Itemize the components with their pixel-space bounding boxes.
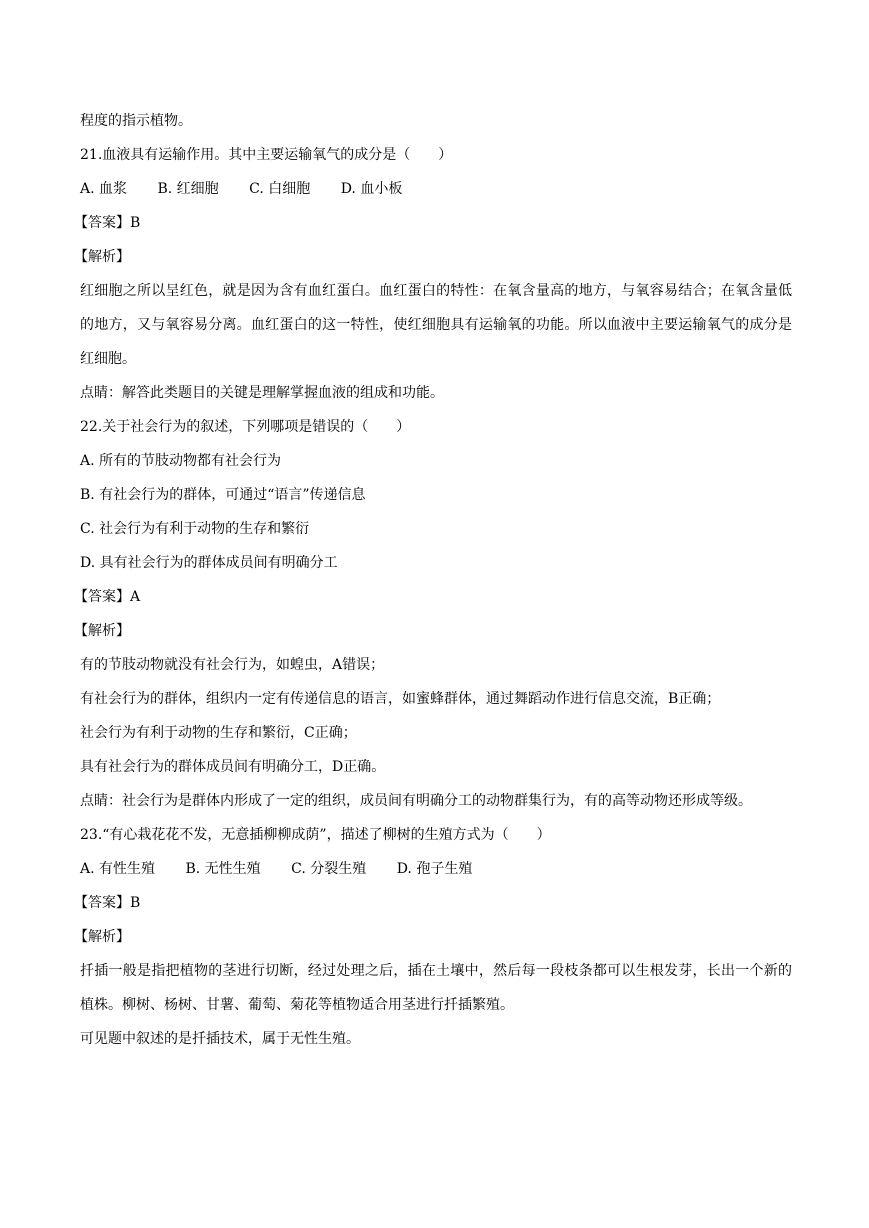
analysis-line: 具有社会行为的群体成员间有明确分工，D正确。 (80, 759, 386, 775)
option-c: C. 白细胞 (249, 181, 311, 197)
option-a: A. 血浆 (80, 181, 128, 197)
analysis-line: 有的节肢动物就没有社会行为，如蝗虫，A错误； (80, 657, 385, 673)
option-d: D. 孢子生殖 (396, 861, 473, 877)
analysis-paragraph: 扦插一般是指把植物的茎进行切断，经过处理之后，插在土壤中，然后每一段枝条都可以生根发芽，长出一个新的植株。柳树、杨树、甘薯、葡萄、菊花等植物适合用茎进行扦插繁殖。 (80, 963, 792, 1013)
question-21-options (80, 178, 792, 200)
question-21-stem: 21.血液具有运输作用。其中主要运输氧气的成分是（ ） (80, 147, 453, 163)
option-d: D. 血小板 (340, 181, 403, 197)
option-d: D. 具有社会行为的群体成员间有明确分工 (80, 555, 338, 571)
analysis-line: 可见题中叙述的是扦插技术，属于无性生殖。 (80, 1031, 360, 1047)
option-b: B. 无性生殖 (185, 861, 261, 877)
tip-paragraph: 点睛：社会行为是群体内形成了一定的组织，成员间有明确分工的动物群集行为，有的高等动物还形成等级。 (80, 793, 752, 809)
answer-label: 【答案】B (74, 895, 141, 911)
analysis-line: 社会行为有利于动物的生存和繁衍，C正确； (80, 725, 357, 741)
analysis-paragraph: 红细胞之所以呈红色，就是因为含有血红蛋白。血红蛋白的特性：在氧含量高的地方，与氧容易结合；在氧含量低的地方，又与氧容易分离。血红蛋白的这一特性，使红细胞具有运输氧的功能。所以血液中主要运输氧气的成分是红细胞。 (80, 283, 792, 367)
answer-label: 【答案】B (74, 215, 141, 231)
analysis-label: 【解析】 (74, 249, 130, 265)
analysis-label: 【解析】 (74, 929, 130, 945)
option-c: C. 分裂生殖 (291, 861, 367, 877)
question-23-stem: 23.“有心栽花花不发，无意插柳柳成荫”，描述了柳树的生殖方式为（ ） (80, 827, 551, 843)
option-c: C. 社会行为有利于动物的生存和繁衍 (80, 521, 310, 537)
analysis-label: 【解析】 (74, 623, 130, 639)
option-a: A. 有性生殖 (80, 861, 156, 877)
question-23-options (80, 858, 792, 880)
analysis-line: 有社会行为的群体，组织内一定有传递信息的语言，如蜜蜂群体，通过舞蹈动作进行信息交流，B正确； (80, 691, 721, 707)
option-b: B. 红细胞 (157, 181, 219, 197)
text-line: 程度的指示植物。 (80, 113, 192, 129)
answer-label: 【答案】A (74, 589, 141, 605)
question-22-stem: 22.关于社会行为的叙述，下列哪项是错误的（ ） (80, 419, 411, 435)
tip-line: 点睛：解答此类题目的关键是理解掌握血液的组成和功能。 (80, 385, 444, 401)
option-a: A. 所有的节肢动物都有社会行为 (80, 453, 282, 469)
option-b: B. 有社会行为的群体，可通过“语言”传递信息 (80, 487, 366, 503)
document-body (74, 110, 792, 1062)
